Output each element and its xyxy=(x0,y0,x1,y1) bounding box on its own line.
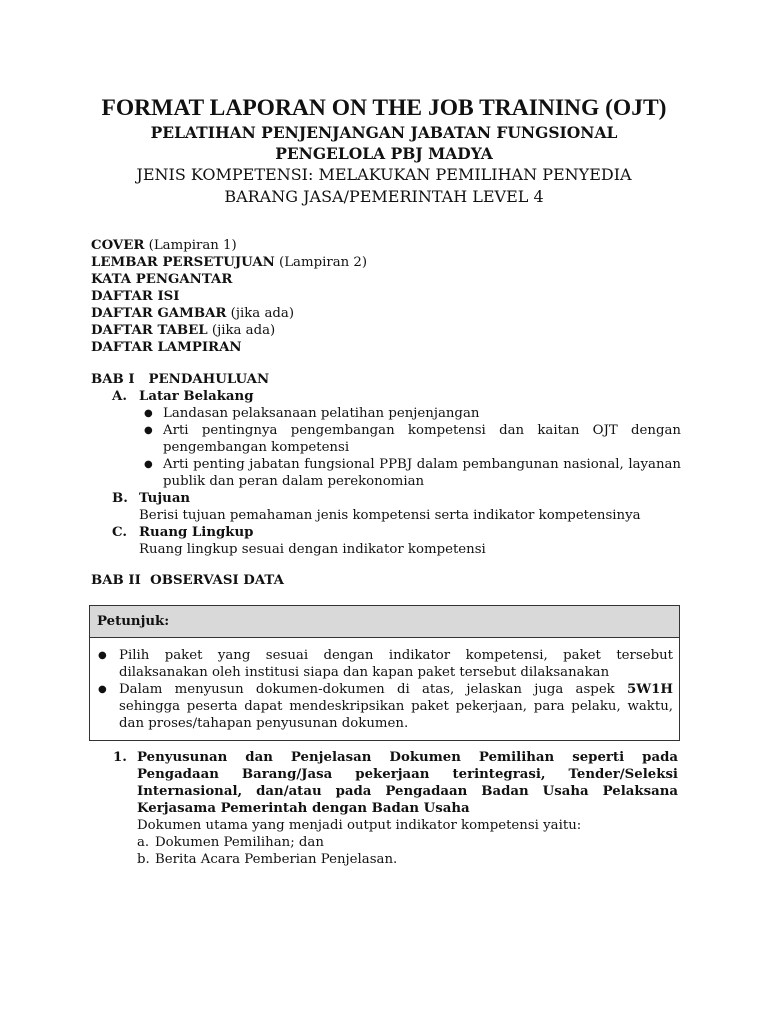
toc-item-label: COVER xyxy=(91,238,145,253)
item-heading: Penyusunan dan Penjelasan Dokumen Pemilihan seperti pada Pengadaan Barang/Jasa pekerjaan terintegrasi, Tender/Seleksi Internasional, dan/atau pada Pengadaan Badan Usaha Pelaksana Kerjasama Pemerintah dengan Badan Usaha xyxy=(137,750,678,816)
instruction-box-body xyxy=(90,638,679,740)
toc-item-note: (Lampiran 1) xyxy=(144,238,237,253)
section-heading: Ruang Lingkup xyxy=(139,525,254,540)
main-title: FORMAT LAPORAN ON THE JOB TRAINING (OJT) xyxy=(101,95,667,121)
sub-item-text: Dokumen Pemilihan; dan xyxy=(155,835,324,850)
sub-item-letter: b. xyxy=(137,852,150,867)
competency-line-1: JENIS KOMPETENSI: MELAKUKAN PEMILIHAN PENYEDIA xyxy=(136,165,632,184)
sub-item-text: Berita Acara Pemberian Penjelasan. xyxy=(155,852,398,867)
sub-item xyxy=(137,851,678,868)
toc-item xyxy=(91,305,367,322)
toc-item-label: KATA PENGANTAR xyxy=(91,272,233,287)
section-b xyxy=(91,490,681,524)
table-of-contents-list xyxy=(91,237,367,356)
subtitle-line-2: PENGELOLA PBJ MADYA xyxy=(275,144,493,163)
numbered-item-1 xyxy=(113,749,678,868)
emphasis-text: 5W1H xyxy=(626,682,673,697)
competency-line-2: BARANG JASA/PEMERINTAH LEVEL 4 xyxy=(224,187,544,206)
sub-item xyxy=(137,834,678,851)
section-a xyxy=(91,388,681,490)
toc-item xyxy=(91,288,367,305)
sub-item-letter: a. xyxy=(137,835,150,850)
list-item: ● Arti penting jabatan fungsional PPBJ dalam pembangunan nasional, layanan publik dan peran dalam perekonomian xyxy=(139,456,681,490)
bullet-list xyxy=(94,647,673,732)
toc-item-label: DAFTAR TABEL xyxy=(91,323,208,338)
section-text: Berisi tujuan pemahaman jenis kompetensi serta indikator kompetensinya xyxy=(139,508,641,523)
toc-item xyxy=(91,322,367,339)
toc-item-label: DAFTAR LAMPIRAN xyxy=(91,340,242,355)
toc-item-label: LEMBAR PERSETUJUAN xyxy=(91,255,275,270)
toc-item-note: (Lampiran 2) xyxy=(274,255,368,270)
list-item xyxy=(94,681,673,732)
toc-item-note: (jika ada) xyxy=(226,306,295,321)
text-run: Dalam menyusun dokumen-dokumen di atas, jelaskan juga aspek xyxy=(119,682,627,697)
instruction-box-header: Petunjuk: xyxy=(90,606,679,638)
list-item: ● Landasan pelaksanaan pelatihan penjenjangan xyxy=(139,405,681,422)
toc-item xyxy=(91,254,367,271)
chapter-1 xyxy=(91,371,681,558)
section-letter: A. xyxy=(112,389,127,404)
item-intro: Dokumen utama yang menjadi output indikator kompetensi yaitu: xyxy=(137,818,582,833)
item-content xyxy=(113,749,678,868)
section-letter: B. xyxy=(112,491,128,506)
title-block xyxy=(0,94,768,208)
toc-item-label: DAFTAR ISI xyxy=(91,289,180,304)
bullet-list xyxy=(139,405,681,490)
section-heading: Latar Belakang xyxy=(139,389,254,404)
subtitle-line-1: PELATIHAN PENJENJANGAN JABATAN FUNGSIONAL xyxy=(150,123,618,142)
item-number: 1. xyxy=(113,750,127,765)
section-text: Ruang lingkup sesuai dengan indikator kompetensi xyxy=(139,542,486,557)
list-item: ● Arti pentingnya pengembangan kompetensi dan kaitan OJT dengan pengembangan kompetensi xyxy=(139,422,681,456)
section-c xyxy=(91,524,681,558)
list-item: ● Pilih paket yang sesuai dengan indikator kompetensi, paket tersebut dilaksanakan oleh institusi siapa dan kapan paket tersebut dilaksanakan xyxy=(94,647,673,681)
section-letter: C. xyxy=(112,525,127,540)
text-run: sehingga peserta dapat mendeskripsikan paket pekerjaan, para pelaku, waktu, dan proses/tahapan penyusunan dokumen. xyxy=(119,699,673,731)
toc-item xyxy=(91,339,367,356)
section-heading: Tujuan xyxy=(139,491,191,506)
toc-item xyxy=(91,271,367,288)
instruction-box xyxy=(89,605,680,741)
toc-item-note: (jika ada) xyxy=(207,323,276,338)
chapter-2-title: BAB II OBSERVASI DATA xyxy=(91,573,284,588)
toc-item-label: DAFTAR GAMBAR xyxy=(91,306,227,321)
chapter-1-title: BAB I PENDAHULUAN xyxy=(91,372,270,387)
toc-item xyxy=(91,237,367,254)
